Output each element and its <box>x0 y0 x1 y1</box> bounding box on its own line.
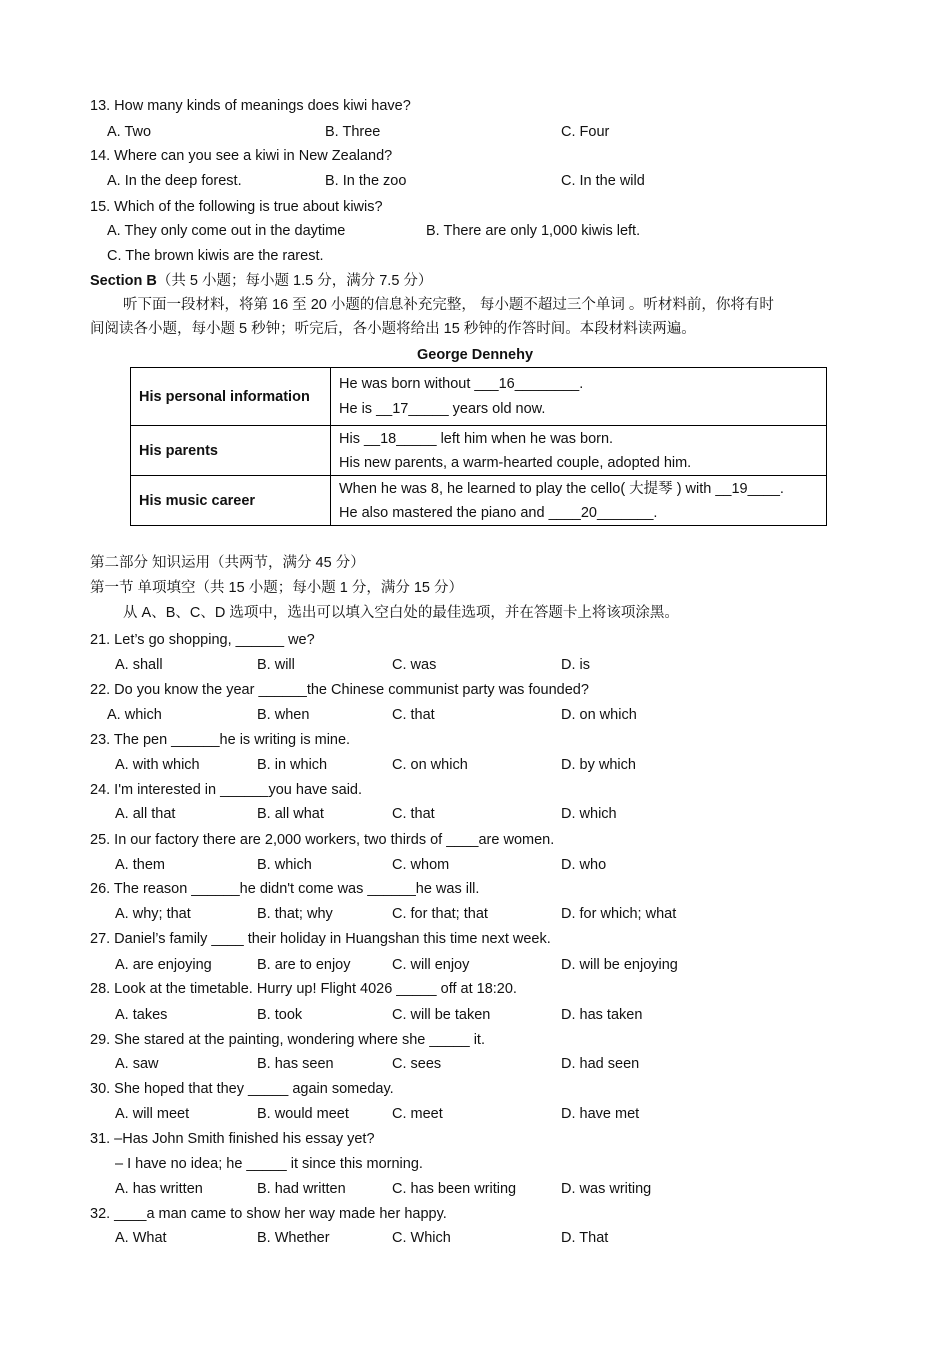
q15-option-a: A. They only come out in the daytime <box>107 223 346 239</box>
option-c: C. sees <box>392 1056 442 1072</box>
option-a: A. why; that <box>115 906 191 922</box>
option-b: B. when <box>257 707 310 723</box>
q13-option-c: C. Four <box>561 124 610 140</box>
table-row <box>131 476 827 526</box>
option-a: A. which <box>107 707 162 723</box>
row-label: His music career <box>131 476 331 526</box>
option-b: B. had written <box>257 1181 346 1197</box>
question-14-stem: 14. Where can you see a kiwi in New Zealand? <box>90 148 393 164</box>
option-d: D. has taken <box>561 1007 643 1023</box>
option-b: B. that; why <box>257 906 333 922</box>
option-a: A. What <box>115 1230 167 1246</box>
question-stem: 28. Look at the timetable. Hurry up! Flight 4026 _____ off at 18:20. <box>90 981 517 997</box>
option-d: D. will be enjoying <box>561 957 678 973</box>
option-a: A. saw <box>115 1056 159 1072</box>
option-b: B. which <box>257 857 312 873</box>
option-a: A. all that <box>115 806 176 822</box>
q14-option-b: B. In the zoo <box>325 173 407 189</box>
option-b: B. has seen <box>257 1056 334 1072</box>
option-d: D. for which; what <box>561 906 677 922</box>
option-c: C. on which <box>392 757 468 773</box>
option-c: C. whom <box>392 857 450 873</box>
row-line: He also mastered the piano and ____20_______. <box>339 504 658 521</box>
question-stem: 32. ____a man came to show her way made her happy. <box>90 1206 447 1222</box>
q13-option-a: A. Two <box>107 124 152 140</box>
question-stem: 25. In our factory there are 2,000 workers, two thirds of ____are women. <box>90 832 555 848</box>
option-c: C. that <box>392 707 435 723</box>
option-d: D. have met <box>561 1106 640 1122</box>
option-b: B. will <box>257 657 295 673</box>
option-c: C. meet <box>392 1106 443 1122</box>
question-13-stem: 13. How many kinds of meanings does kiwi have? <box>90 98 411 114</box>
option-c: C. Which <box>392 1230 451 1246</box>
section-1-instruction: 从 A、B、C、D 选项中，选出可以填入空白处的最佳选项，并在答题卡上将该项涂黑。 <box>123 605 679 621</box>
row-line: When he was 8, he learned to play the cello( 大提琴 ) with __19____. <box>339 480 784 497</box>
option-b: B. took <box>257 1007 303 1023</box>
table-row <box>131 368 827 426</box>
option-b: B. in which <box>257 757 328 773</box>
option-d: D. on which <box>561 707 637 723</box>
option-a: A. has written <box>115 1181 203 1197</box>
section-b-label: Section B <box>90 273 157 289</box>
option-d: D. which <box>561 806 617 822</box>
option-a: A. them <box>115 857 165 873</box>
option-c: C. will be taken <box>392 1007 491 1023</box>
question-stem-2: – I have no idea; he _____ it since this morning. <box>115 1156 423 1172</box>
row-label: His personal information <box>131 368 331 426</box>
question-stem: 30. She hoped that they _____ again someday. <box>90 1081 394 1097</box>
question-stem: 21. Let’s go shopping, ______ we? <box>90 632 315 648</box>
option-a: A. with which <box>115 757 200 773</box>
table-row <box>131 426 827 476</box>
q14-option-a: A. In the deep forest. <box>107 173 242 189</box>
section-b-instruction-2: 间阅读各小题，每小题 5 秒钟；听完后，各小题将给出 15 秒钟的作答时间。本段材料读两遍。 <box>90 321 696 337</box>
row-line: His __18_____ left him when he was born. <box>339 430 614 447</box>
question-stem: 24. I'm interested in ______you have said. <box>90 782 363 798</box>
option-d: D. is <box>561 657 590 673</box>
option-a: A. will meet <box>115 1106 190 1122</box>
row-label: His parents <box>131 426 331 476</box>
q13-option-b: B. Three <box>325 124 381 140</box>
option-b: B. would meet <box>257 1106 349 1122</box>
q14-option-c: C. In the wild <box>561 173 645 189</box>
question-stem: 22. Do you know the year ______the Chinese communist party was founded? <box>90 682 589 698</box>
section-1-heading: 第一节 单项填空（共 15 小题；每小题 1 分，满分 15 分） <box>90 580 464 596</box>
option-b: B. Whether <box>257 1230 330 1246</box>
option-d: D. by which <box>561 757 636 773</box>
option-d: D. was writing <box>561 1181 652 1197</box>
q15-option-c: C. The brown kiwis are the rarest. <box>107 248 324 264</box>
question-stem: 26. The reason ______he didn't come was ______he was ill. <box>90 881 480 897</box>
row-value <box>331 476 827 526</box>
option-c: C. for that; that <box>392 906 488 922</box>
info-table <box>130 367 827 526</box>
section-b-instruction-1: 听下面一段材料，将第 16 至 20 小题的信息补充完整， 每小题不超过三个单词 。听材料前，你将有时 <box>123 297 774 313</box>
row-line: His new parents, a warm-hearted couple, adopted him. <box>339 454 692 471</box>
row-value <box>331 368 827 426</box>
q15-option-b: B. There are only 1,000 kiwis left. <box>426 223 641 239</box>
option-c: C. that <box>392 806 435 822</box>
question-stem: 31. –Has John Smith finished his essay yet? <box>90 1131 375 1147</box>
option-b: B. are to enjoy <box>257 957 351 973</box>
option-a: A. takes <box>115 1007 168 1023</box>
option-c: C. will enjoy <box>392 957 470 973</box>
table-title: George Dennehy <box>416 347 534 363</box>
option-d: D. That <box>561 1230 609 1246</box>
section-b-info: （共 5 小题；每小题 1.5 分，满分 7.5 分） <box>156 273 433 289</box>
option-d: D. had seen <box>561 1056 640 1072</box>
option-c: C. was <box>392 657 437 673</box>
row-value <box>331 426 827 476</box>
question-15-stem: 15. Which of the following is true about kiwis? <box>90 199 383 215</box>
row-line: He was born without ___16________. <box>339 376 584 392</box>
question-stem: 23. The pen ______he is writing is mine. <box>90 732 351 748</box>
option-a: A. shall <box>115 657 163 673</box>
option-a: A. are enjoying <box>115 957 212 973</box>
row-line: He is __17_____ years old now. <box>339 401 546 417</box>
option-d: D. who <box>561 857 607 873</box>
option-b: B. all what <box>257 806 324 822</box>
option-c: C. has been writing <box>392 1181 517 1197</box>
question-stem: 29. She stared at the painting, wondering where she _____ it. <box>90 1032 485 1048</box>
question-stem: 27. Daniel’s family ____ their holiday in Huangshan this time next week. <box>90 931 551 947</box>
section-b-heading <box>90 272 432 290</box>
part-2-heading: 第二部分 知识运用（共两节，满分 45 分） <box>90 555 365 571</box>
